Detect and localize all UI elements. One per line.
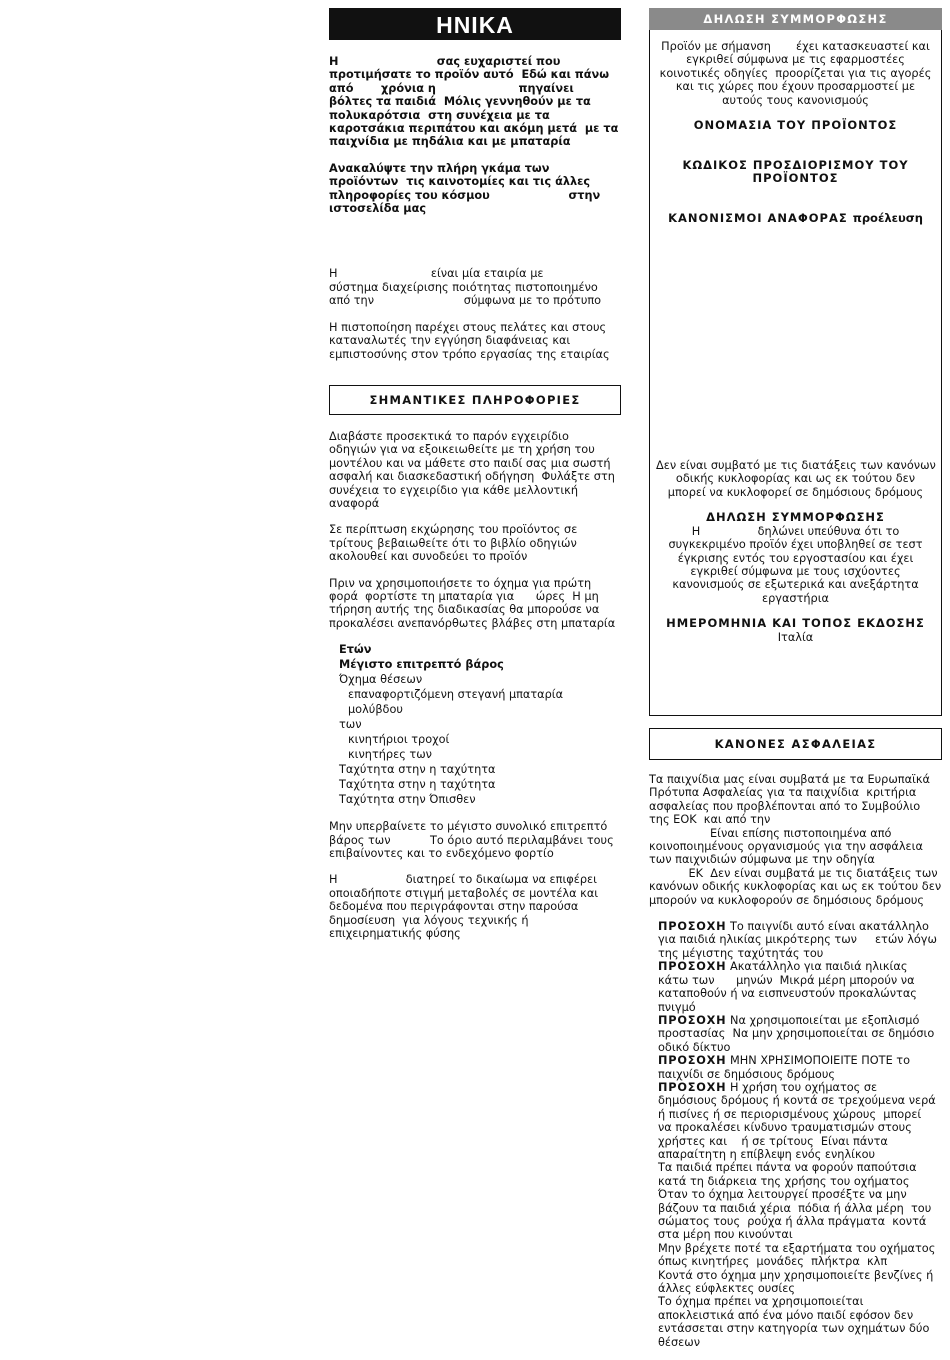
- text-line: Πρότυπα Ασφαλείας για τα παιχνίδια κριτήρια: [649, 786, 917, 800]
- spec-years: Ετών: [339, 643, 372, 657]
- text-line: άλλες εύφλεκτες ουσίες: [658, 1282, 795, 1296]
- text-line: φορά φορτίστε τη μπαταρία για ώρες Η μη: [329, 589, 599, 603]
- spec-battery: επαναφορτιζόμενη στεγανή μπαταρία μολύβδου: [348, 688, 564, 717]
- text-line: αποκλειστικά από ένα μόνο παιδί εφόσον δεν: [658, 1308, 914, 1322]
- not-compliant-paragraph: [656, 459, 935, 499]
- declaration-heading-2: ΔΗΛΩΣΗ ΣΥΜΜΟΡΦΩΣΗΣ: [706, 510, 885, 525]
- important-info-heading: ΣΗΜΑΝΤΙΚΕΣ ΠΛΗΡΟΦΟΡΙΕΣ: [329, 385, 621, 415]
- warning-label: ΠΡΟΣΟΧΗ: [658, 960, 727, 974]
- text-line: οδικής κυκλοφορίας και ως εκ τούτου δεν: [675, 472, 916, 486]
- text-line: δημόσιους δρόμους ή κοντά σε τρεχούμενα νερά: [658, 1094, 936, 1108]
- text-line: βόλτες τα παιδιά Μόλις γεννηθούν με τα: [329, 95, 591, 109]
- text-line: βάρος των Το όριο αυτό περιλαμβάνει τους: [329, 833, 614, 847]
- warning-item-3: [658, 1014, 942, 1054]
- text-line: δημοσίευση για λόγους τεχνικής ή: [329, 913, 529, 927]
- text-line: στα μέρη που κινούνται: [658, 1228, 793, 1242]
- warning-item-5: [658, 1081, 942, 1161]
- spec-wheels: κινητήριοι τροχοί: [348, 733, 450, 747]
- text-line: Μην υπερβαίνετε το μέγιστο συνολικό επιτρεπτό: [329, 820, 608, 834]
- spec-list: [329, 642, 621, 807]
- warning-item-2: [658, 960, 942, 1014]
- text-line: Κοντά στο όχημα μην χρησιμοποιείτε βενζίνες ή: [658, 1268, 934, 1282]
- declaration-box: [649, 30, 942, 716]
- warning-label: ΠΡΟΣΟΧΗ: [658, 1013, 727, 1027]
- text-line: Η πιστοποίηση παρέχει στους πελάτες και στους: [329, 320, 607, 334]
- third-party-paragraph: [329, 523, 621, 563]
- text-line: παιχνίδι σε δημόσιους δρόμους: [658, 1067, 835, 1081]
- text-line: Σε περίπτωση εκχώρησης του προϊόντος σε: [329, 523, 578, 537]
- text-line: Ακατάλληλο για παιδιά ηλικίας: [730, 960, 908, 974]
- regulations-suffix: προέλευση: [852, 210, 923, 225]
- text-line: της ΕΟΚ και από την: [649, 813, 771, 827]
- text-line: κοινοτικές οδηγίες προορίζεται για τις αγορές: [659, 66, 932, 80]
- text-line: κανόνων οδικής κυκλοφορίας και ως εκ τούτου δεν: [649, 880, 942, 894]
- text-line: ασφαλείας που προβλέπονται από το Συμβούλιο: [649, 799, 921, 813]
- text-line: πνιγμό: [658, 1000, 696, 1014]
- text-line: πολυκαρότσια στη συνέχεια με τα: [329, 108, 550, 122]
- text-line: συνέχεια το εγχειρίδιο για κάθε μελλοντική: [329, 483, 578, 497]
- safety-rules-heading: ΚΑΝΟΝΕΣ ΑΣΦΑΛΕΙΑΣ: [649, 728, 942, 760]
- text-line: ή πισίνες ή σε περιορισμένους χώρους μπορεί: [658, 1107, 922, 1121]
- discover-paragraph: [329, 162, 621, 216]
- spec-battery-cont: των: [339, 718, 362, 732]
- text-line: ακολουθεί και συνοδεύει το προϊόν: [329, 550, 528, 564]
- text-line: προκαλέσει ανεπανόρθωτες βλάβες στη μπαταρία: [329, 616, 616, 630]
- declaration-intro: [656, 40, 935, 107]
- text-line: Το παιγνίδι αυτό είναι ακατάλληλο: [730, 920, 929, 934]
- text-line: οδικό δίκτυο: [658, 1040, 731, 1054]
- place-value: Ιταλία: [777, 630, 814, 644]
- text-line: μπορεί να κυκλοφορεί σε δημόσιους δρόμους: [667, 485, 924, 499]
- text-line: Τα παιδιά πρέπει πάντα να φορούν παπούτσια: [658, 1161, 917, 1175]
- text-line: προτιμήσατε το προϊόν αυτό Εδώ και πάνω: [329, 68, 610, 82]
- text-line: προστασίας Να μην χρησιμοποιείται σε δημόσιο: [658, 1027, 935, 1041]
- warning-label: ΠΡΟΣΟΧΗ: [658, 1054, 727, 1068]
- text-line: όπως κινητήρες μονάδες πλήκτρα κλπ: [658, 1255, 888, 1269]
- text-line: τήρηση αυτής της διαδικασίας θα μπορούσε να: [329, 603, 600, 617]
- text-line: οδηγιών για να εξοικειωθείτε με τη χρήση του: [329, 443, 595, 457]
- warning-label: ΠΡΟΣΟΧΗ: [658, 920, 727, 934]
- text-line: κανονισμούς σε εξωτερικά και ανεξάρτητα: [672, 578, 919, 592]
- regulations-label: ΚΑΝΟΝΙΣΜΟΙ ΑΝΑΦΟΡΑΣ: [668, 210, 848, 225]
- text-line: σύστημα διαχείρισης ποιότητας πιστοποιημένο: [329, 280, 598, 294]
- warning-label: ΠΡΟΣΟΧΗ: [658, 1080, 727, 1094]
- safety-rules-list: [658, 1161, 942, 1349]
- text-line: επιχειρηματικής φύσης: [329, 927, 461, 941]
- text-line: Δεν είναι συμβατό με τις διατάξεις των κανόνων: [656, 459, 936, 473]
- text-line: μπορούν να κυκλοφορούν σε δημόσιους δρόμους: [649, 893, 925, 907]
- certification-paragraph: [329, 321, 621, 361]
- text-line: Πριν να χρησιμοποιήσετε το όχημα για πρώτη: [329, 576, 592, 590]
- text-line: κατά τη διάρκεια της χρήσης του οχήματος: [658, 1174, 910, 1188]
- spec-speed-1: Ταχύτητα στην η ταχύτητα: [339, 763, 496, 777]
- text-line: και τις χώρες που έχουν προσαρμοστεί με: [675, 80, 916, 94]
- text-line: εμπιστοσύνης στον τρόπο εργασίας της εταιρίας: [329, 347, 610, 361]
- text-line: Είναι επίσης πιστοποιημένα από: [649, 826, 892, 840]
- text-line: εργαστήρια: [762, 591, 829, 605]
- spec-vehicle: Όχημα θέσεων: [339, 673, 423, 687]
- text-line: Διαβάστε προσεκτικά το παρόν εγχειρίδιο: [329, 429, 569, 443]
- text-line: καροτσάκια περιπάτου και ακόμη μετά με τα: [329, 122, 619, 136]
- text-line: για παιδιά ηλικίας μικρότερης των ετών λόγω: [658, 933, 937, 947]
- text-line: κοινοποιημένους οργανισμούς για την ασφάλεια: [649, 840, 923, 854]
- text-line: των παιχνιδιών σύμφωνα με την οδηγία: [649, 853, 875, 867]
- text-line: οποιαδήποτε στιγμή μεταβολές σε μοντέλα και: [329, 886, 599, 900]
- charge-first-paragraph: [329, 577, 621, 631]
- regulations-heading: [656, 212, 935, 226]
- text-line: Μην βρέχετε ποτέ τα εξαρτήματα του οχήματος: [658, 1241, 936, 1255]
- spec-speed-2: Ταχύτητα στην η ταχύτητα: [339, 778, 496, 792]
- text-line: καταποθούν ή να εισπνευστούν προκαλώντας: [658, 987, 917, 1001]
- dont-exceed-paragraph: [329, 820, 621, 860]
- text-line: εντάσσεται στην κατηγορία των οχημάτων δύο: [658, 1322, 930, 1336]
- text-line: Όταν το όχημα λειτουργεί προσέξτε να μην: [658, 1188, 907, 1202]
- text-line: έγκρισης εντός του εργοστασίου και έχει: [677, 551, 914, 565]
- text-line: καταναλωτές την εγγύηση διαφάνειας και: [329, 334, 571, 348]
- intro-paragraph: [329, 55, 621, 149]
- text-line: από χρόνια η πηγαίνει: [329, 81, 574, 95]
- text-line: Η είναι μία εταιρία με: [329, 267, 544, 281]
- text-line: Η δηλώνει υπεύθυνα ότι το: [691, 524, 900, 538]
- text-line: απαραίτητη η επίβλεψη ενός ενηλίκου: [658, 1147, 876, 1161]
- text-line: ιστοσελίδα μας: [329, 202, 427, 216]
- text-line: Τα παιχνίδια μας είναι συμβατά με τα Ευρωπαϊκά: [649, 773, 930, 786]
- text-line: χρήστες και ή σε τρίτους Είναι πάντα: [658, 1134, 888, 1148]
- reserves-paragraph: [329, 873, 621, 940]
- page-title: ΗΝΙΚΑ: [329, 8, 621, 40]
- text-line: Το όχημα πρέπει να χρησιμοποιείται: [658, 1295, 864, 1309]
- text-line: Ανακαλύψτε την πλήρη γκάμα των: [329, 161, 550, 175]
- text-line: τρίτους βεβαιωθείτε ότι το βιβλίο οδηγιών: [329, 536, 577, 550]
- text-line: της μέγιστης ταχύτητάς του: [658, 946, 824, 960]
- declaration-statement: [656, 525, 935, 605]
- text-line: Προϊόν με σήμανση έχει κατασκευαστεί και: [661, 40, 930, 53]
- text-line: κάτω των μηνών Μικρά μέρη μπορούν να: [658, 973, 915, 987]
- text-line: Η χρήση του οχήματος σε: [730, 1080, 878, 1094]
- left-column: [329, 8, 621, 940]
- text-line: να προκαλέσει κίνδυνο τραυματισμών στους: [658, 1121, 912, 1135]
- text-line: ασφαλή και διασκεδαστική οδήγηση Φυλάξτε στη: [329, 470, 615, 484]
- safety-intro-paragraph: [649, 773, 942, 907]
- date-place-heading: ΗΜΕΡΟΜΗΝΙΑ ΚΑΙ ΤΟΠΟΣ ΕΚΔΟΣΗΣ: [666, 616, 925, 631]
- warning-item-1: [658, 920, 942, 960]
- spec-speed-reverse: Ταχύτητα στην Όπισθεν: [339, 793, 476, 807]
- text-line: από την σύμφωνα με το πρότυπο: [329, 294, 602, 308]
- text-line: συγκεκριμένο προϊόν έχει υποβληθεί σε τεστ: [668, 538, 923, 552]
- text-line: θέσεων: [658, 1335, 701, 1349]
- text-line: σώματος τους ρούχα ή άλλα πράγματα κοντά: [658, 1215, 927, 1228]
- spec-motors: κινητήρες των: [348, 748, 432, 762]
- warning-list: [649, 920, 942, 1349]
- text-line: ΜΗΝ ΧΡΗΣΙΜΟΠΟΙΕΙΤΕ ΠΟΤΕ το: [730, 1054, 911, 1068]
- text-line: αυτούς τους κανονισμούς: [722, 93, 869, 107]
- spec-max-weight: Μέγιστο επιτρεπτό βάρος: [339, 658, 504, 672]
- product-code-heading: ΚΩΔΙΚΟΣ ΠΡΟΣΔΙΟΡΙΣΜΟΥ ΤΟΥ ΠΡΟΪΟΝΤΟΣ: [682, 157, 909, 186]
- text-line: προϊόντων τις καινοτομίες και τις άλλες: [329, 175, 591, 189]
- text-line: επιβαίνοντες και το ενδεχόμενο φορτίο: [329, 847, 554, 860]
- warning-item-4: [658, 1054, 942, 1081]
- text-line: παιχνίδια με πηδάλια και με μπαταρία: [329, 135, 571, 149]
- read-carefully-paragraph: [329, 430, 621, 510]
- text-line: εγκριθεί σύμφωνα με τις εφαρμοστέες: [686, 53, 905, 67]
- text-line: εγκριθεί σύμφωνα με τους ισχύοντες: [690, 564, 901, 578]
- declaration-heading: ΔΗΛΩΣΗ ΣΥΜΜΟΡΦΩΣΗΣ: [649, 8, 942, 30]
- product-name-heading: ΟΝΟΜΑΣΙΑ ΤΟΥ ΠΡΟΪΟΝΤΟΣ: [693, 118, 898, 133]
- text-line: Η σας ευχαριστεί που: [329, 55, 561, 68]
- text-line: αναφορά: [329, 496, 380, 510]
- text-line: βάζουν τα παιδιά χέρια πόδια ή άλλα μέρη του: [658, 1201, 932, 1215]
- text-line: Η διατηρεί το δικαίωμα να επιφέρει: [329, 873, 597, 887]
- text-line: ΕΚ Δεν είναι συμβατά με τις διατάξεις των: [649, 866, 938, 880]
- text-line: μοντέλου και να μάθετε στο παιδί σας μια σωστή: [329, 456, 611, 470]
- company-paragraph: [329, 267, 621, 307]
- right-column: [649, 8, 942, 1349]
- text-line: δεδομένα που περιγράφονται στην παρούσα: [329, 900, 579, 914]
- text-line: πληροφορίες του κόσμου στην: [329, 188, 601, 202]
- text-line: Να χρησιμοποιείται με εξοπλισμό: [730, 1013, 920, 1027]
